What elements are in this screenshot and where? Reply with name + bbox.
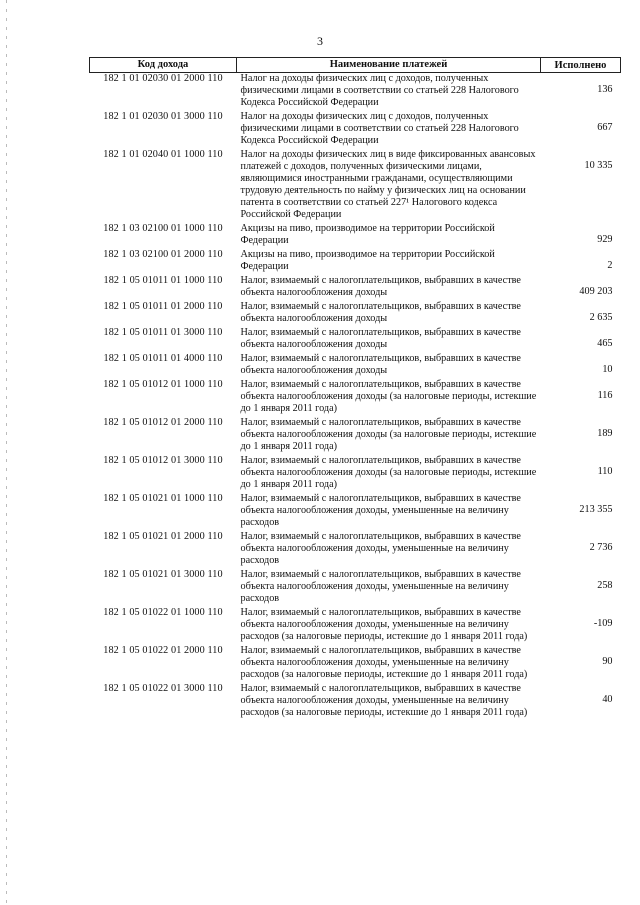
income-code: 182 1 01 02030 01 3000 110 bbox=[103, 111, 223, 122]
executed-amount: 2 bbox=[607, 260, 613, 271]
table-row bbox=[90, 683, 621, 721]
table-row bbox=[90, 223, 621, 249]
payment-name: Акцизы на пиво, производимое на территории Российской Федерации bbox=[240, 223, 495, 246]
income-code: 182 1 01 02040 01 1000 110 bbox=[103, 149, 223, 160]
executed-amount: 667 bbox=[597, 122, 613, 133]
income-code: 182 1 05 01011 01 2000 110 bbox=[103, 301, 223, 312]
payment-name: Налог, взимаемый с налогоплательщиков, выбравших в качестве объекта налогообложения доходы, уменьшенные на величину расходов bbox=[240, 493, 521, 528]
payment-name: Налог, взимаемый с налогоплательщиков, выбравших в качестве объекта налогообложения доходы bbox=[240, 327, 521, 350]
table-row bbox=[90, 645, 621, 683]
income-code: 182 1 05 01022 01 2000 110 bbox=[103, 645, 223, 656]
table-row bbox=[90, 455, 621, 493]
executed-amount: 90 bbox=[602, 656, 613, 667]
income-code: 182 1 03 02100 01 2000 110 bbox=[103, 249, 223, 260]
income-code: 182 1 05 01022 01 3000 110 bbox=[103, 683, 223, 694]
payment-name: Налог, взимаемый с налогоплательщиков, выбравших в качестве объекта налогообложения доходы (за налоговые периоды, истекшие до 1 января 2011 года) bbox=[240, 379, 537, 414]
table-row bbox=[90, 149, 621, 223]
table-row bbox=[90, 353, 621, 379]
table-row bbox=[90, 607, 621, 645]
executed-amount: 189 bbox=[597, 428, 613, 439]
table-row bbox=[90, 249, 621, 275]
table-row bbox=[90, 73, 621, 112]
executed-amount: 2 736 bbox=[589, 542, 613, 553]
income-code: 182 1 05 01012 01 1000 110 bbox=[103, 379, 223, 390]
header-code: Код дохода bbox=[90, 58, 237, 73]
executed-amount: 136 bbox=[597, 84, 613, 95]
income-code: 182 1 05 01021 01 1000 110 bbox=[103, 493, 223, 504]
table-row bbox=[90, 301, 621, 327]
income-code: 182 1 05 01011 01 4000 110 bbox=[103, 353, 223, 364]
table-row bbox=[90, 417, 621, 455]
payment-name: Налог на доходы физических лиц с доходов, полученных физическими лицами в соответствии со статьей 228 Налогового Кодекса Российской Федерации bbox=[240, 73, 519, 108]
table-row bbox=[90, 569, 621, 607]
payment-name: Налог, взимаемый с налогоплательщиков, выбравших в качестве объекта налогообложения доходы bbox=[240, 275, 521, 298]
income-code: 182 1 05 01012 01 2000 110 bbox=[103, 417, 223, 428]
payment-name: Налог, взимаемый с налогоплательщиков, выбравших в качестве объекта налогообложения доходы bbox=[240, 353, 521, 376]
table-row bbox=[90, 379, 621, 417]
income-code: 182 1 05 01012 01 3000 110 bbox=[103, 455, 223, 466]
payment-name: Налог, взимаемый с налогоплательщиков, выбравших в качестве объекта налогообложения доходы bbox=[240, 301, 521, 324]
executed-amount: 116 bbox=[597, 390, 613, 401]
income-code: 182 1 05 01022 01 1000 110 bbox=[103, 607, 223, 618]
scan-edge bbox=[6, 0, 7, 905]
executed-amount: 10 335 bbox=[584, 160, 613, 171]
executed-amount: 110 bbox=[597, 466, 613, 477]
header-sum: Исполнено bbox=[541, 58, 621, 73]
income-code: 182 1 01 02030 01 2000 110 bbox=[103, 73, 223, 84]
payment-name: Налог, взимаемый с налогоплательщиков, выбравших в качестве объекта налогообложения доходы, уменьшенные на величину расходов (за налоговые периоды, истекшие до 1 января 2011 года) bbox=[240, 683, 528, 718]
income-code: 182 1 03 02100 01 1000 110 bbox=[103, 223, 223, 234]
table-row bbox=[90, 327, 621, 353]
payment-name: Налог, взимаемый с налогоплательщиков, выбравших в качестве объекта налогообложения доходы (за налоговые периоды, истекшие до 1 января 2011 года) bbox=[240, 455, 537, 490]
payment-name: Налог, взимаемый с налогоплательщиков, выбравших в качестве объекта налогообложения доходы, уменьшенные на величину расходов bbox=[240, 569, 521, 604]
executed-amount: 213 355 bbox=[579, 504, 613, 515]
executed-amount: 10 bbox=[602, 364, 613, 375]
revenue-table bbox=[89, 57, 621, 721]
income-code: 182 1 05 01021 01 2000 110 bbox=[103, 531, 223, 542]
income-code: 182 1 05 01021 01 3000 110 bbox=[103, 569, 223, 580]
payment-name: Налог на доходы физических лиц с доходов, полученных физическими лицами в соответствии со статьей 228 Налогового Кодекса Российской Федерации bbox=[240, 111, 519, 146]
payment-name: Налог, взимаемый с налогоплательщиков, выбравших в качестве объекта налогообложения доходы, уменьшенные на величину расходов bbox=[240, 531, 521, 566]
executed-amount: 40 bbox=[602, 694, 613, 705]
header-name: Наименование платежей bbox=[237, 58, 541, 73]
page-number: 3 bbox=[317, 34, 323, 48]
executed-amount: 258 bbox=[597, 580, 613, 591]
payment-name: Налог, взимаемый с налогоплательщиков, выбравших в качестве объекта налогообложения доходы, уменьшенные на величину расходов (за налоговые периоды, истекшие до 1 января 2011 года) bbox=[240, 645, 528, 680]
payment-name: Налог, взимаемый с налогоплательщиков, выбравших в качестве объекта налогообложения доходы (за налоговые периоды, истекшие до 1 января 2011 года) bbox=[240, 417, 537, 452]
executed-amount: 929 bbox=[597, 234, 613, 245]
executed-amount: 2 635 bbox=[589, 312, 613, 323]
table-row bbox=[90, 493, 621, 531]
table-row bbox=[90, 111, 621, 149]
payment-name: Налог, взимаемый с налогоплательщиков, выбравших в качестве объекта налогообложения доходы, уменьшенные на величину расходов (за налоговые периоды, истекшие до 1 января 2011 года) bbox=[240, 607, 528, 642]
payment-name: Налог на доходы физических лиц в виде фиксированных авансовых платежей с доходов, полученных физическими лицами, являющимися иностранными гражданами, осуществляющими трудовую деятельность по найму у физических лиц на основании патента в соответствии со статьей 227¹ Налогового кодекса Российской Федерации bbox=[240, 149, 536, 220]
executed-amount: 465 bbox=[597, 338, 613, 349]
income-code: 182 1 05 01011 01 1000 110 bbox=[103, 275, 223, 286]
table-row bbox=[90, 275, 621, 301]
executed-amount: 409 203 bbox=[579, 286, 613, 297]
table-header-row bbox=[90, 58, 621, 73]
table-row bbox=[90, 531, 621, 569]
table-body bbox=[90, 73, 621, 722]
income-code: 182 1 05 01011 01 3000 110 bbox=[103, 327, 223, 338]
payment-name: Акцизы на пиво, производимое на территории Российской Федерации bbox=[240, 249, 495, 272]
executed-amount: -109 bbox=[593, 618, 613, 629]
